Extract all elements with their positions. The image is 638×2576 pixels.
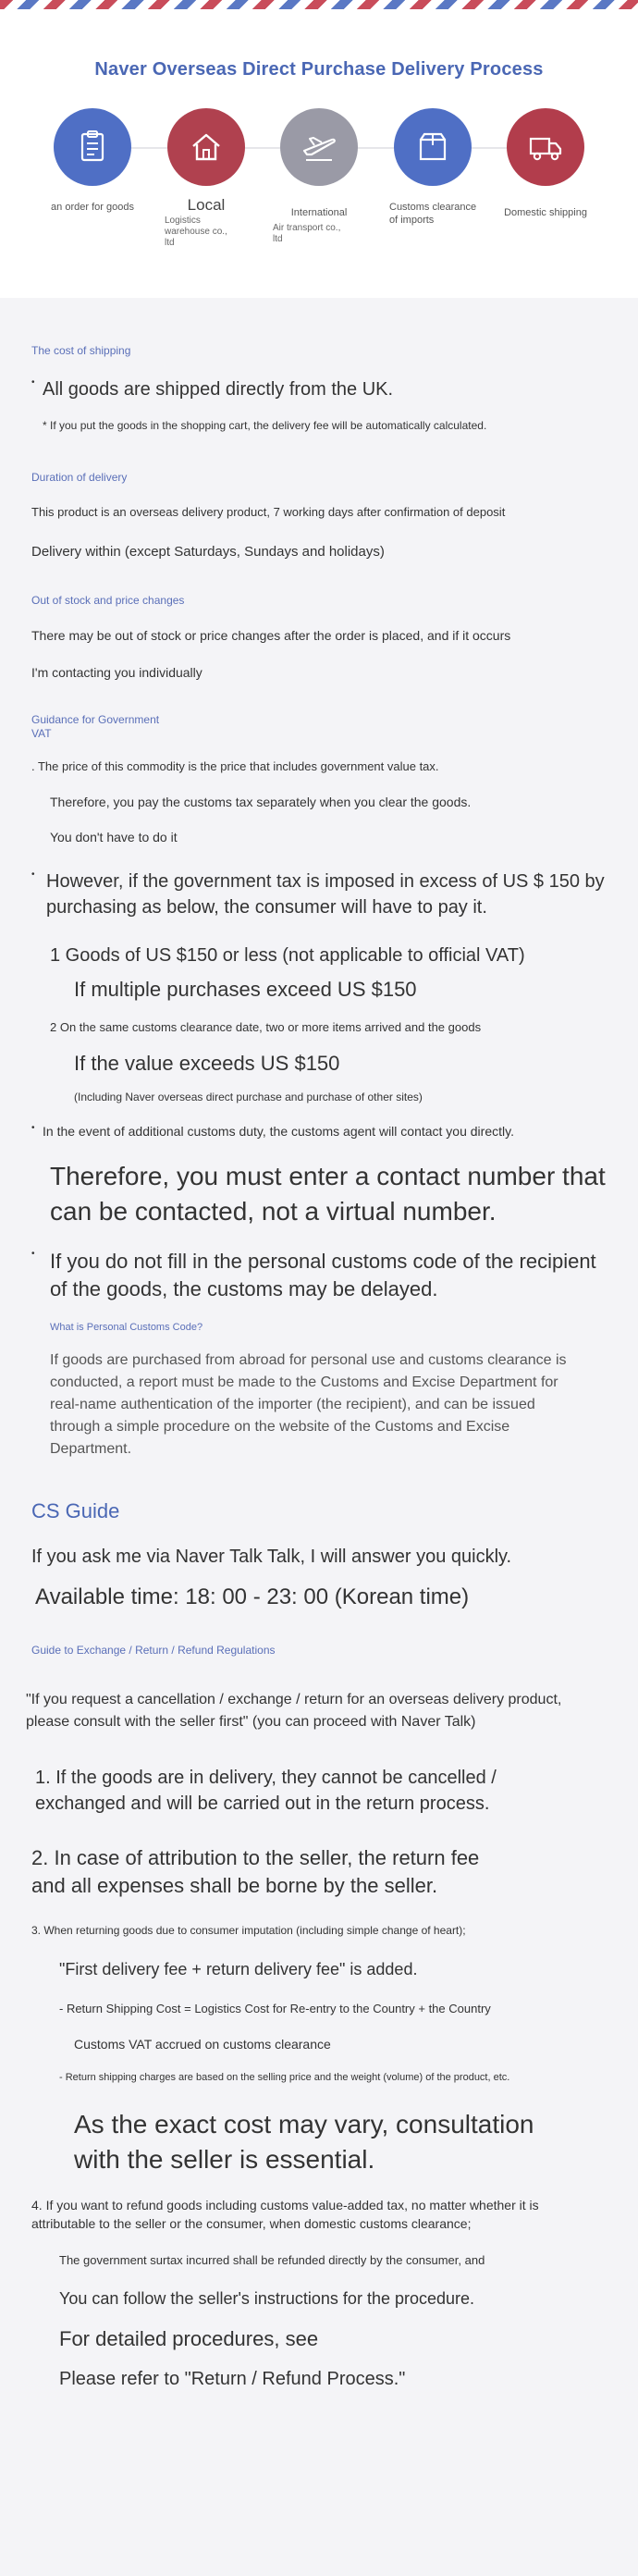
duration-text: This product is an overseas delivery product, 7 working days after confirmation of deposit — [31, 505, 506, 519]
section-title: Out of stock and price changes — [31, 594, 185, 607]
vat-case-2-note: (Including Naver overseas direct purchase and purchase of other sites) — [74, 1091, 423, 1103]
returns-item-3d: - Return shipping charges are based on the selling price and the weight (volume) of the product, etc. — [59, 2072, 510, 2083]
step-label: Customs clearance of imports — [389, 202, 477, 226]
vat-price-text: . The price of this commodity is the price that includes government value tax. — [31, 759, 439, 773]
returns-item-2: 2. In case of attribution to the seller, the return fee and all expenses shall be borne by the seller. — [31, 1846, 480, 1897]
vat-no-need-text: You don't have to do it — [50, 830, 178, 844]
vat-case-1: 1 Goods of US $150 or less (not applicable to official VAT) — [50, 945, 525, 966]
returns-item-3c: Customs VAT accrued on customs clearance — [74, 2037, 331, 2052]
cs-section — [31, 1498, 607, 1612]
section-title: Guidance for Government VAT — [31, 713, 160, 740]
truck-icon — [507, 108, 584, 186]
step-sub: Air transport co., ltd — [273, 223, 341, 244]
stock-contact: I'm contacting you individually — [31, 665, 202, 680]
process-steps — [0, 108, 638, 275]
shipping-fee-note: * If you put the goods in the shopping cart, the delivery fee will be automatically calculated. — [43, 419, 487, 432]
vat-case-2-detail: If the value exceeds US $150 — [74, 1052, 340, 1075]
vat-section — [31, 713, 607, 1461]
step-sub: Logistics warehouse co., ltd — [165, 216, 227, 248]
vat-separate-text: Therefore, you pay the customs tax separately when you clear the goods. — [50, 795, 472, 809]
cs-title: CS Guide — [31, 1499, 120, 1522]
section-title: The cost of shipping — [31, 344, 131, 357]
pcc-question: What is Personal Customs Code? — [50, 1322, 203, 1333]
box-icon — [394, 108, 472, 186]
returns-item-3e: As the exact cost may vary, consultation with the seller is essential. — [74, 2110, 534, 2174]
vat-customs-code-warning: • If you do not fill in the personal customs code of the recipient of the goods, the customs may be delayed. — [31, 1248, 607, 1303]
returns-consult-text: "If you request a cancellation / exchange / return for an overseas delivery product, please consult with the seller first" (you can proceed with Naver Talk) — [26, 1692, 562, 1730]
returns-item-3a: "First delivery fee + return delivery fee" is added. — [59, 1960, 418, 1978]
information-section — [0, 298, 638, 2576]
section-title: Duration of delivery — [31, 471, 128, 484]
returns-item-3: 3. When returning goods due to consumer imputation (including simple change of heart); — [31, 1924, 466, 1937]
vat-excess-text: • However, if the government tax is imposed in excess of US $ 150 by purchasing as below, the consumer will have to pay it. — [31, 869, 607, 920]
duration-section — [31, 471, 607, 562]
step-label: Local — [187, 196, 226, 214]
vat-additional-duty: • In the event of additional customs duty, the customs agent will contact you directly. — [31, 1122, 607, 1140]
shipping-cost-section — [31, 344, 607, 434]
returns-item-4c: For detailed procedures, see — [59, 2327, 319, 2350]
step-domestic — [476, 108, 615, 219]
returns-item-1: 1. If the goods are in delivery, they cannot be cancelled / exchanged and will be carried out in the return process. — [35, 1768, 497, 1814]
returns-section — [26, 1644, 607, 2392]
returns-item-4d: Please refer to "Return / Refund Process." — [59, 2369, 406, 2389]
home-icon — [167, 108, 245, 186]
pcc-explanation: If goods are purchased from abroad for personal use and customs clearance is conducted, a report must be made to the Customs and Excise Department for real-name authentication of the importer (the recipient), and can be issued through a simple procedure on the website of the Customs and Excise Department. — [50, 1352, 567, 1457]
duration-exceptions: Delivery within (except Saturdays, Sundays and holidays) — [31, 544, 385, 560]
airplane-icon — [280, 108, 358, 186]
stock-section — [31, 594, 607, 682]
section-title: Guide to Exchange / Return / Refund Regulations — [31, 1644, 276, 1657]
step-label: an order for goods — [51, 202, 134, 213]
airmail-border — [0, 0, 638, 9]
returns-item-3b: - Return Shipping Cost = Logistics Cost for Re-entry to the Country + the Country — [59, 2002, 491, 2015]
returns-item-4a: The government surtax incurred shall be refunded directly by the consumer, and — [59, 2253, 485, 2267]
step-label: Domestic shipping — [504, 207, 587, 218]
clipboard-icon — [54, 108, 131, 186]
process-title: Naver Overseas Direct Purchase Delivery Process — [94, 59, 544, 80]
shipping-origin-text: • All goods are shipped directly from the UK. — [31, 376, 607, 402]
vat-case-2: 2 On the same customs clearance date, two or more items arrived and the goods — [50, 1020, 482, 1034]
returns-item-4: 4. If you want to refund goods including customs value-added tax, no matter whether it is attributable to the seller or the consumer, when domestic customs clearance; — [31, 2198, 539, 2231]
delivery-process-section — [0, 9, 638, 298]
stock-text: There may be out of stock or price changes after the order is placed, and if it occurs — [31, 628, 511, 643]
returns-item-4b: You can follow the seller's instructions for the procedure. — [59, 2289, 475, 2308]
cs-hours-text: Available time: 18: 00 - 23: 00 (Korean time) — [35, 1584, 470, 1609]
step-label: International — [290, 207, 348, 218]
vat-contact-warning: Therefore, you must enter a contact number that can be contacted, not a virtual number. — [50, 1162, 606, 1226]
cs-talk-text: If you ask me via Naver Talk Talk, I will answer you quickly. — [31, 1547, 512, 1567]
vat-case-1-detail: If multiple purchases exceed US $150 — [74, 978, 417, 1001]
